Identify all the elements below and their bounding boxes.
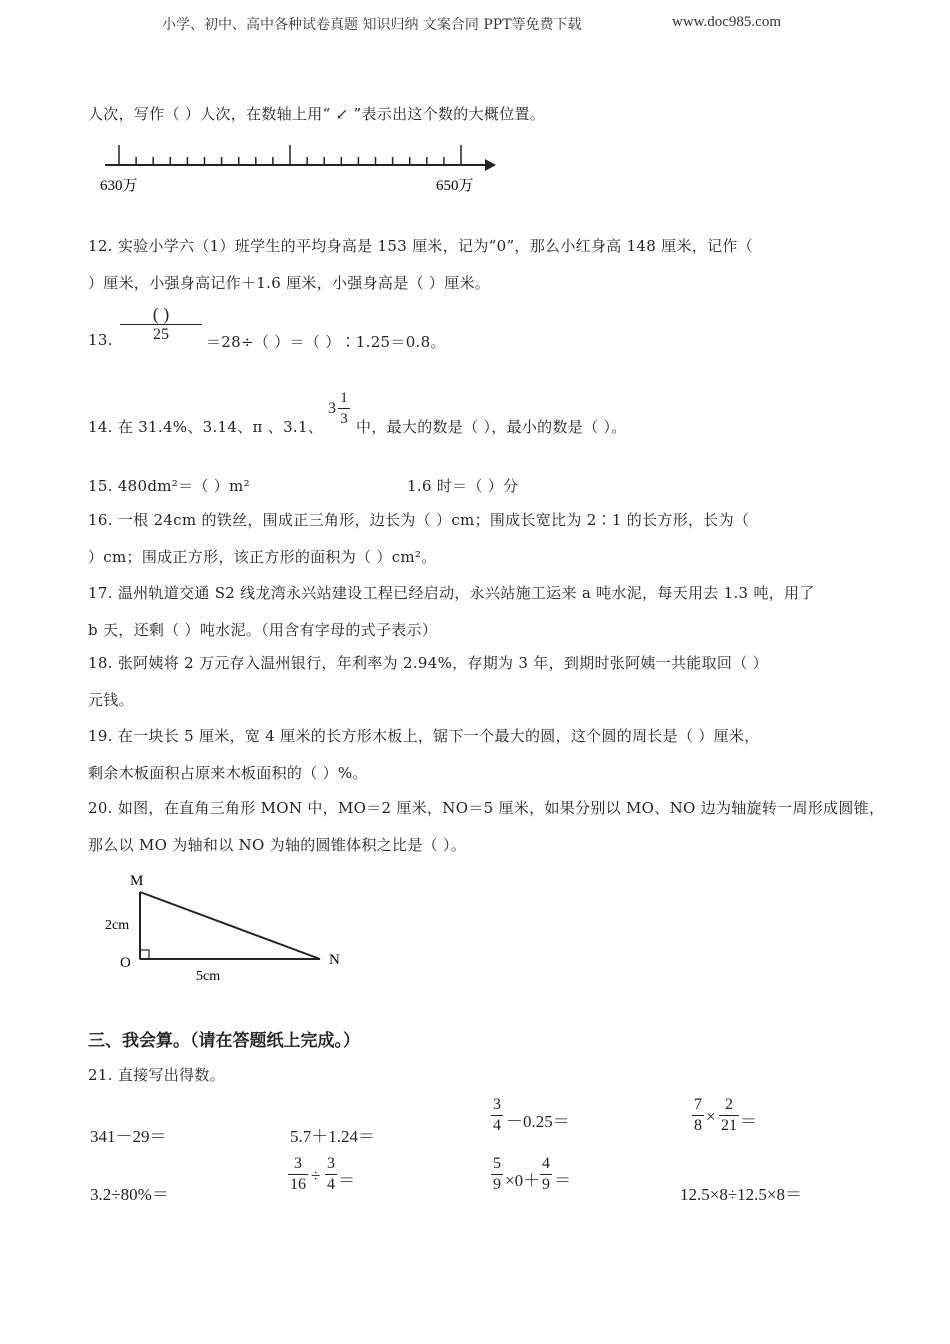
number-line [100,140,500,200]
q14-mixed-whole: 3 [328,400,336,417]
expr-6-den2: 4 [327,1176,335,1193]
q13-frac-den: 25 [153,326,169,343]
q14-mixed-num: 1 [340,390,348,406]
expr-3-rest: －0.25＝ [506,1112,570,1131]
q12-line2: ）厘米，小强身高记作＋1.6 厘米，小强身高是（ ）厘米。 [88,274,491,292]
vertex-m: M [130,873,144,889]
q12-line1: 12. 实验小学六（1）班学生的平均身高是 153 厘米，记为“0”，那么小红身高 148 厘米，记作（ [88,237,753,255]
q15-b: 1.6 时＝（ ）分 [407,477,519,495]
header-site[interactable]: www.doc985.com [672,14,782,30]
q14-suffix: 中，最大的数是（ ），最小的数是（ ）。 [356,418,627,436]
q13-frac-num: ( ) [152,304,170,324]
expr-4-frac1 [692,1096,704,1135]
expr-6-op: ÷ [311,1166,321,1185]
expr-3-fraction [491,1096,503,1135]
expr-4-eq: ＝ [740,1112,757,1131]
q13-fraction [120,305,202,344]
q17-line1: 17. 温州轨道交通 S2 线龙湾永兴站建设工程已经启动，永兴站施工运来 a 吨水泥，每天用去 1.3 吨，用了 [88,584,815,602]
q14-mixed-den: 3 [340,411,348,427]
q20-line2: 那么以 MO 为轴和以 NO 为轴的圆锥体积之比是（ ）。 [88,836,467,854]
expr-7-frac1 [491,1155,503,1194]
expr-6-num2: 3 [327,1155,335,1172]
right-angle-mark [140,950,149,959]
q16-line2: ）cm；围成正方形，该正方形的面积为（ ）cm²。 [88,548,437,566]
section3-title: 三、我会算。（请在答题纸上完成。） [88,1031,360,1051]
expr-7-frac2 [540,1155,552,1194]
expr-7-mid: ×0＋ [505,1171,541,1190]
q19-line1: 19. 在一块长 5 厘米，宽 4 厘米的长方形木板上，锯下一个最大的圆，这个圆的周长是（ ）厘米， [88,727,760,745]
expr-6-frac1 [288,1155,308,1194]
q17-line2: b 天，还剩（ ）吨水泥。（用含有字母的式子表示） [88,621,438,639]
side-on-label: 5cm [196,969,221,984]
q18-line1: 18. 张阿姨将 2 万元存入温州银行，年利率为 2.94%，存期为 3 年，到期时张阿姨一共能取回（ ） [88,654,768,672]
q15-a: 15. 480dm²＝（ ）m² [88,477,250,495]
expr-4-den2: 21 [721,1117,737,1134]
expr-4-num1: 7 [694,1096,702,1113]
expr-3-num: 3 [493,1096,501,1113]
q14-mixed-fraction [338,389,350,428]
expr-4-den1: 8 [694,1117,702,1134]
expr-6-frac2 [325,1155,337,1194]
expr-4-frac2 [719,1096,739,1135]
expr-7-den1: 9 [493,1176,501,1193]
q13-rest: ＝28÷（ ）＝（ ）∶1.25＝0.8。 [206,333,446,351]
vertex-n: N [329,952,340,968]
expr-7-num2: 4 [542,1155,550,1172]
expr-4-op: × [706,1107,716,1126]
q16-line1: 16. 一根 24cm 的铁丝，围成正三角形，边长为（ ）cm；围成长宽比为 2∶1 的长方形，长为（ [88,511,750,529]
numberline-left-label: 630万 [100,178,138,194]
expr-6-eq: ＝ [338,1171,355,1190]
q20-line1: 20. 如图，在直角三角形 MON 中，MO＝2 厘米，NO＝5 厘米，如果分别以 MO、NO 边为轴旋转一周形成圆锥， [88,799,885,817]
numberline-right-label: 650万 [436,178,474,194]
q19-line2: 剩余木板面积占原来木板面积的（ ）%。 [88,764,368,782]
q13-number: 13. [88,331,113,349]
q14-prefix: 14. 在 31.4%、3.14、π 、3.1、 [88,418,324,436]
triangle-mon-figure [100,865,360,990]
expr-7-eq: ＝ [554,1171,571,1190]
side-mo-label: 2cm [105,918,130,933]
expr-2: 5.7＋1.24＝ [290,1127,375,1146]
expr-3-den: 4 [493,1117,501,1134]
q11-tail: 人次，写作（ ）人次，在数轴上用“ ↙ ”表示出这个数的大概位置。 [88,105,546,123]
expr-6-den1: 16 [290,1176,306,1193]
vertex-o: O [120,955,131,971]
expr-5: 3.2÷80%＝ [90,1185,169,1204]
q18-line2: 元钱。 [88,691,134,709]
expr-7-den2: 9 [542,1176,550,1193]
expr-1: 341－29＝ [90,1127,167,1146]
expr-8: 12.5×8÷12.5×8＝ [680,1185,803,1204]
expr-6-num1: 3 [294,1155,302,1172]
expr-4-num2: 2 [725,1096,733,1113]
expr-7-num1: 5 [493,1155,501,1172]
header-text: 小学、初中、高中各种试卷真题 知识归纳 文案合同 PPT等免费下载 [162,17,582,33]
q21-title: 21. 直接写出得数。 [88,1066,225,1084]
